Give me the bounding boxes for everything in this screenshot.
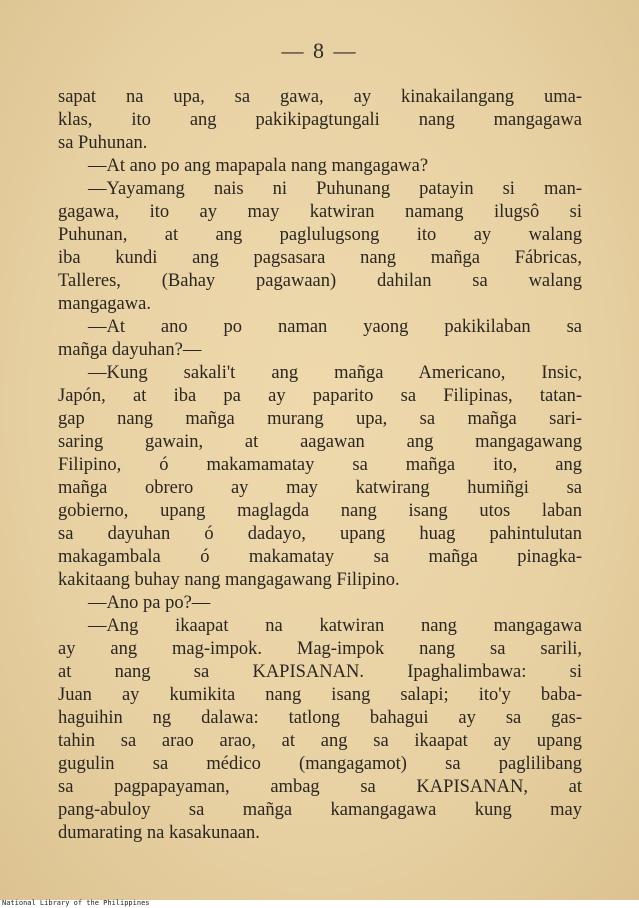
text-line: iba kundi ang pagsasara nang mañga Fábricas, bbox=[58, 248, 582, 268]
text-line: sapat na upa, sa gawa, ay kinakailangang uma- bbox=[58, 87, 582, 107]
text-line: Filipino, ó makamamatay sa mañga ito, ang bbox=[58, 455, 582, 475]
text-line: gagawa, ito ay may katwiran namang ilugsô si bbox=[58, 202, 582, 222]
footer-bar bbox=[0, 900, 639, 908]
text-line: —Yayamang nais ni Puhunang patayin si man- bbox=[88, 179, 582, 199]
body-text bbox=[58, 86, 582, 845]
text-line: sa pagpapayaman, ambag sa KAPISANAN, at bbox=[58, 777, 582, 797]
text-line: —Ang ikaapat na katwiran nang mangagawa bbox=[88, 616, 582, 636]
text-line: at nang sa KAPISANAN. Ipaghalimbawa: si bbox=[58, 662, 582, 682]
text-line: dumarating na kasakunaan. bbox=[58, 823, 260, 843]
text-line: makagambala ó makamatay sa mañga pinagka- bbox=[58, 547, 582, 567]
text-line: —At ano po naman yaong pakikilaban sa bbox=[88, 317, 582, 337]
text-line: tahin sa arao arao, at ang sa ikaapat ay upang bbox=[58, 731, 582, 751]
page-number: — 8 — bbox=[281, 38, 358, 63]
text-line: klas, ito ang pakikipagtungali nang mangagawa bbox=[58, 110, 582, 130]
text-line: pang-abuloy sa mañga kamangagawa kung may bbox=[58, 800, 582, 820]
text-line: Talleres, (Bahay pagawaan) dahilan sa walang bbox=[58, 271, 582, 291]
text-line: kakitaang buhay nang mangagawang Filipino. bbox=[58, 570, 400, 590]
text-line: —At ano po ang mapapala nang mangagawa? bbox=[88, 156, 429, 176]
text-line: Juan ay kumikita nang isang salapi; ito'y baba- bbox=[58, 685, 582, 705]
text-line: gap nang mañga murang upa, sa mañga sari- bbox=[58, 409, 582, 429]
text-line: haguihin ng dalawa: tatlong bahagui ay sa gas- bbox=[58, 708, 582, 728]
text-line: —Kung sakali't ang mañga Americano, Insic, bbox=[88, 363, 582, 383]
text-line: mangagawa. bbox=[58, 294, 151, 314]
text-line: Puhunan, at ang paglulugsong ito ay walang bbox=[58, 225, 582, 245]
text-line: mañga dayuhan?— bbox=[58, 340, 202, 360]
text-line: ay ang mag-impok. Mag-impok nang sa sarili, bbox=[58, 639, 582, 659]
text-line: Japón, at iba pa ay paparito sa Filipinas, tatan- bbox=[58, 386, 582, 406]
footer-credit: National Library of the Philippines bbox=[2, 899, 150, 907]
text-line: mañga obrero ay may katwirang humiñgi sa bbox=[58, 478, 582, 498]
text-line: gugulin sa médico (mangagamot) sa paglilibang bbox=[58, 754, 582, 774]
text-line: —Ano pa po?— bbox=[88, 593, 211, 613]
text-line: gobierno, upang maglagda nang isang utos laban bbox=[58, 501, 582, 521]
text-line: sa dayuhan ó dadayo, upang huag pahintulutan bbox=[58, 524, 582, 544]
text-line: saring gawain, at aagawan ang mangagawang bbox=[58, 432, 582, 452]
text-line: sa Puhunan. bbox=[58, 133, 148, 153]
